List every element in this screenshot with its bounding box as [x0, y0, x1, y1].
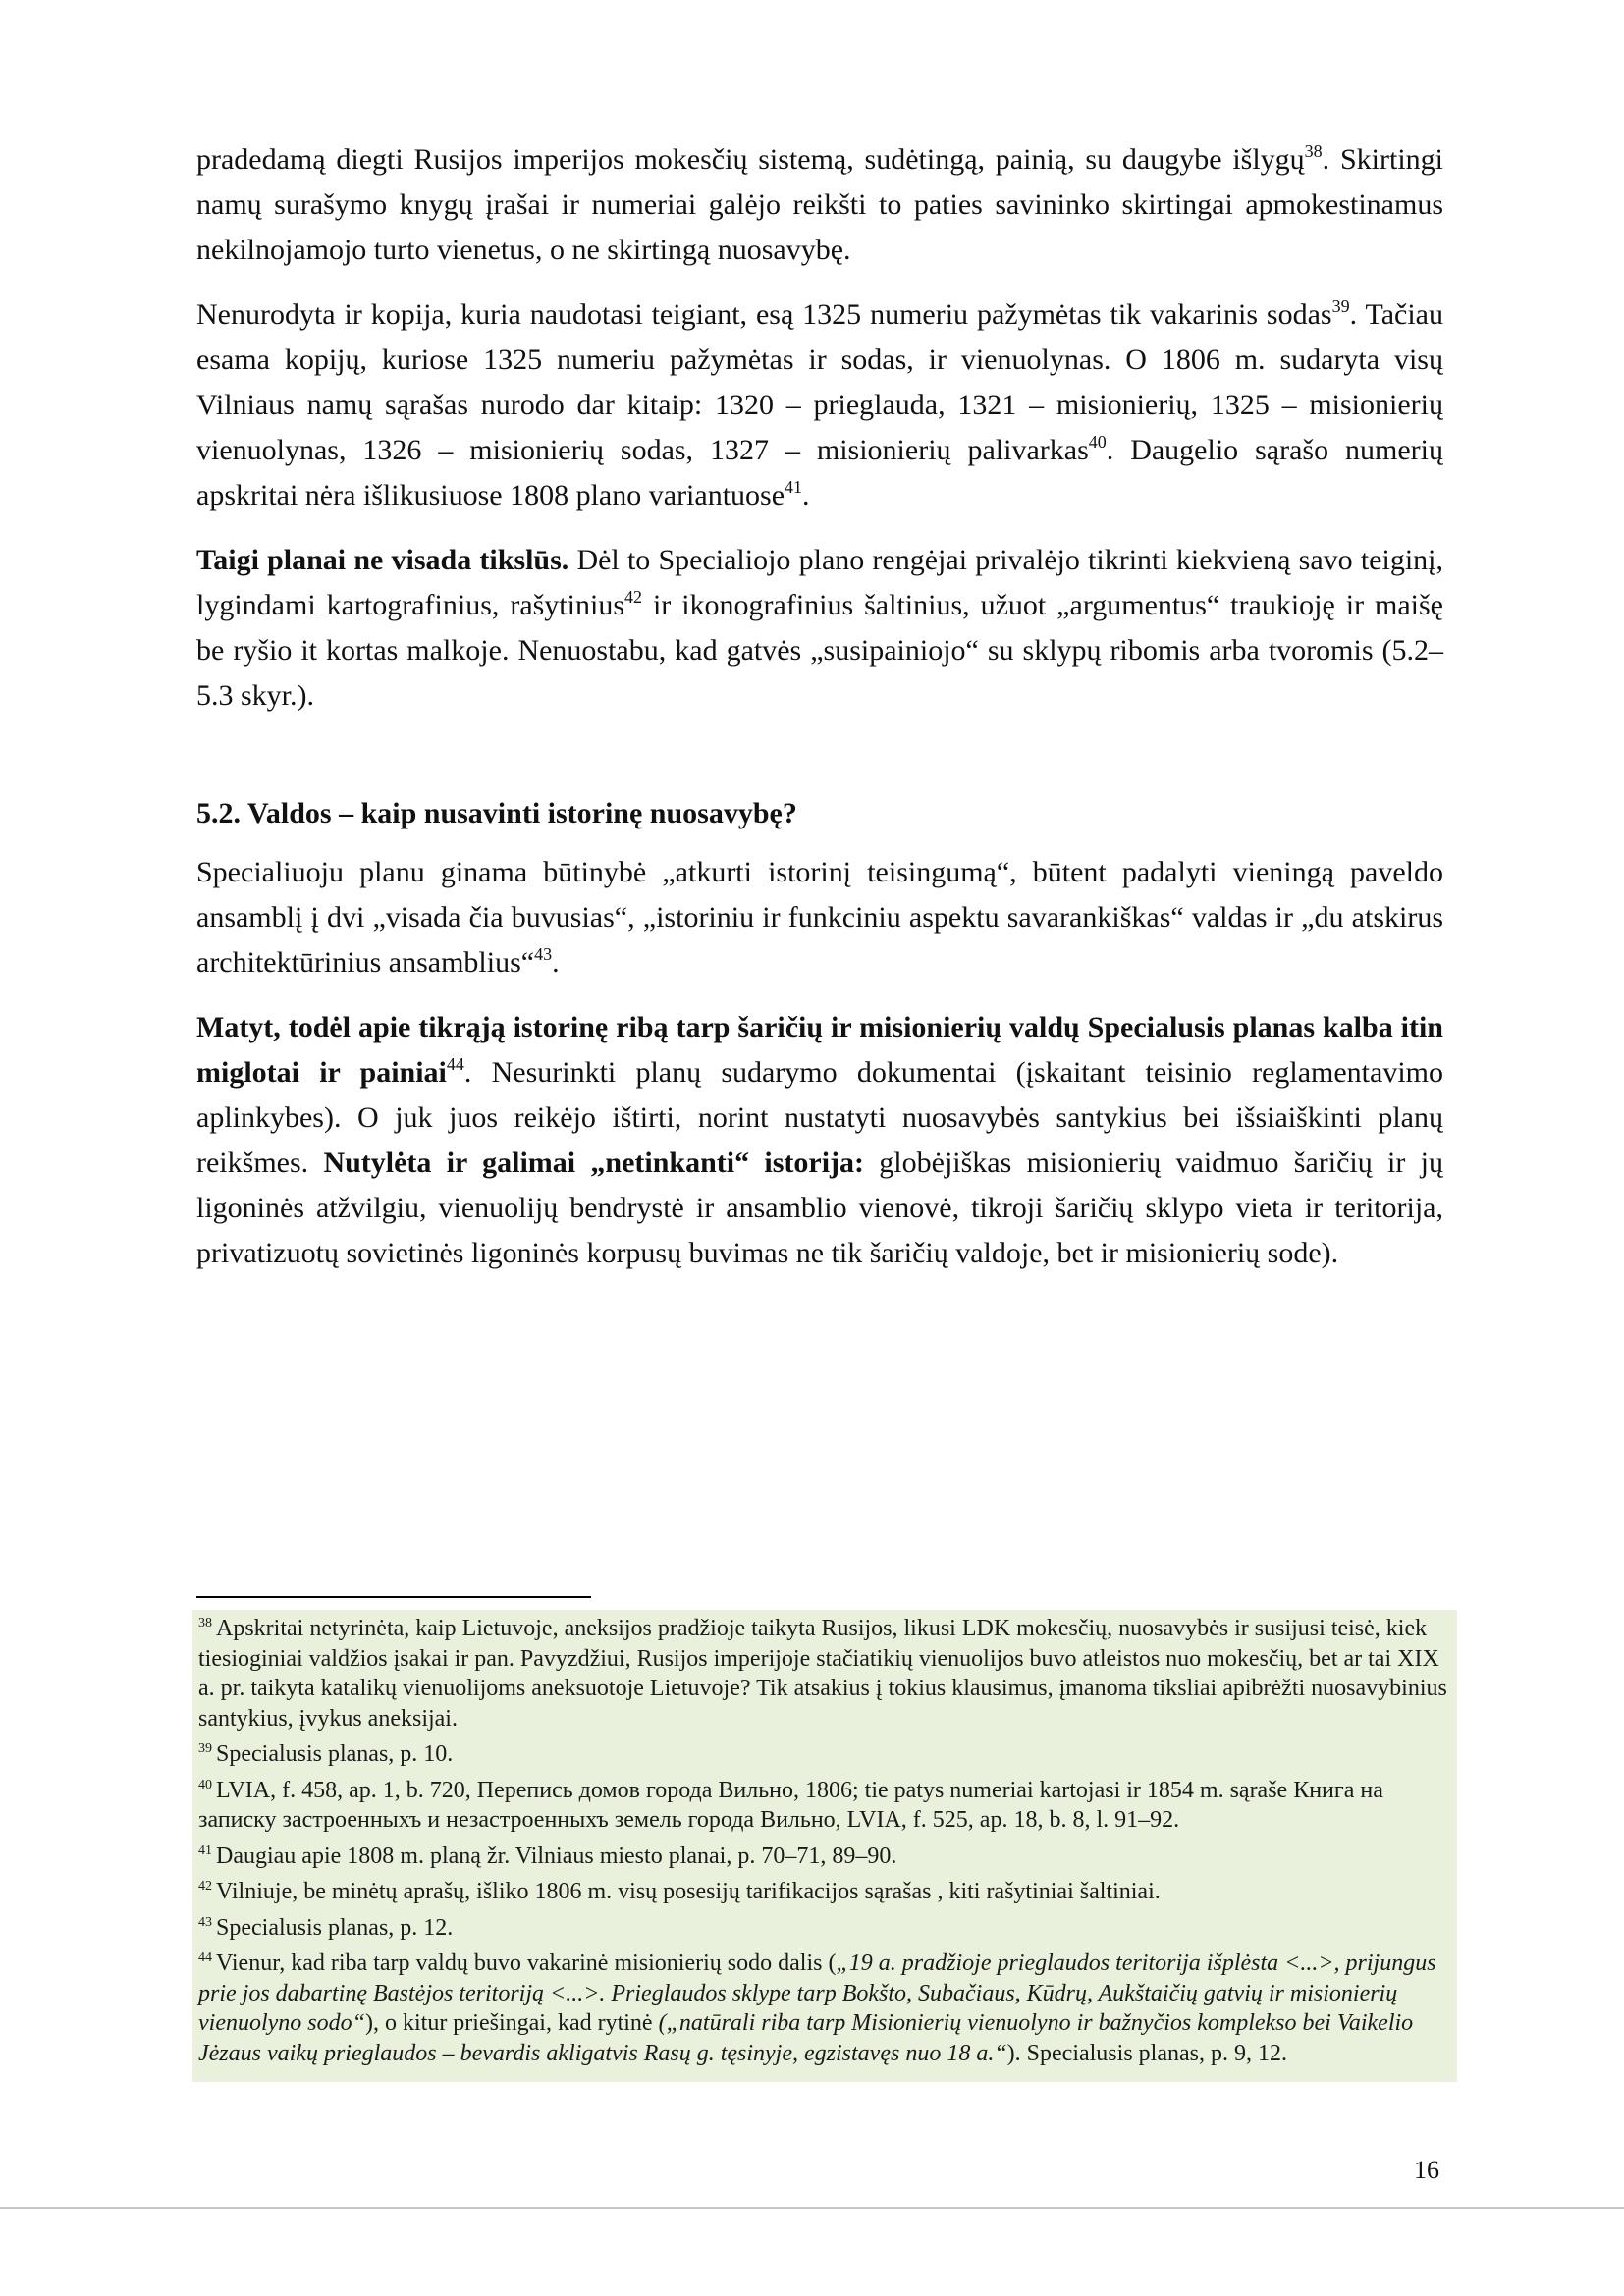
text-span: . Skirtingi namų surašymo knygų įrašai ir numeriai galėjo reikšti to paties savininko skirtingai apmokestinamus nekilnojamojo turto vienetus, o ne skirtingą nuosavybę.: [196, 143, 1443, 266]
text-span: . Daugelio sąrašo numerių apskritai nėra išlikusiuose 1808 plano variantuose: [196, 434, 1443, 511]
footnote-text: Specialusis planas, p. 10.: [216, 1741, 454, 1767]
footnote-text: Specialusis planas, p. 12.: [216, 1914, 454, 1941]
text-span: pradedamą diegti Rusijos imperijos mokesčių sistemą, sudėtingą, painią, su daugybe išlygų: [196, 143, 1305, 176]
footnote-40: [198, 1776, 1451, 1836]
footnote-39: [198, 1739, 1451, 1770]
footnote-41: [198, 1842, 1451, 1872]
main-text: [196, 137, 1443, 1296]
footnote-ref[interactable]: 43: [534, 944, 553, 964]
paragraph-2: [196, 293, 1443, 518]
footnote-text: ). Specialusis planas, p. 9, 12.: [1006, 2040, 1287, 2066]
footnote-quote: „19 a. pradžioje prieglaudos teritorija išplėsta <...>, prijungus prie jos dabartinę Bastėjos teritoriją <...>. Prieglaudos sklype tarp Bokšto, Subačiaus, Kūdrų, Aukštaičių gatvių ir misionierių vienuolyno sodo“: [198, 1950, 1436, 2036]
text-span: Dėl to Specialiojo plano rengėjai privalėjo tikrinti kiekvieną savo teiginį, lygindami kartografinius, rašytinius: [196, 544, 1443, 621]
footnote-number: 42: [198, 1879, 212, 1894]
page-number: 16: [1414, 2156, 1439, 2184]
bold-phrase: Nutylėta ir galimai „netinkanti“ istorija:: [323, 1147, 865, 1179]
page-bottom-divider: [0, 2207, 1624, 2209]
section-heading: 5.2. Valdos – kaip nusavinti istorinę nuosavybę?: [196, 797, 797, 829]
footnote-number: 44: [198, 1950, 212, 1965]
footnote-text: Vilniuje, be minėtų aprašų, išliko 1806 m. visų posesijų tarifikacijos sąrašas , kiti rašytiniai šaltiniai.: [216, 1879, 1161, 1904]
text-span: .: [552, 946, 560, 979]
footnote-ref[interactable]: 39: [1331, 296, 1350, 316]
footnotes: [192, 1610, 1457, 2082]
text-span: ir ikonografinius šaltinius, užuot „argumentus“ traukioję ir maišę be ryšio it kortas malkoje. Nenuostabu, kad gatvės „susipainiojo“ su sklypų ribomis arba tvoromis (5.2–5.3 skyr.).: [196, 589, 1443, 712]
paragraph-4: [196, 850, 1443, 986]
text-span: globėjiškas misionierių vaidmuo šaričių ir jų ligoninės atžvilgiu, vienuolijų bendrystė ir ansamblio vienovė, tikroji šaričių sklypo vieta ir teritorija, privatizuotų sovietinės ligoninės korpusų buvimas ne tik šaričių valdoje, bet ir misionierių sode).: [196, 1147, 1443, 1269]
footnote-text: Daugiau apie 1808 m. planą žr. Vilniaus miesto planai, p. 70–71, 89–90.: [216, 1842, 897, 1869]
bold-lead: Taigi planai ne visada tikslūs.: [196, 544, 569, 576]
footnote-44: [198, 1949, 1451, 2068]
footnote-ref[interactable]: 38: [1304, 141, 1323, 161]
footnote-number: 41: [198, 1842, 212, 1858]
footnote-ref[interactable]: 42: [624, 587, 642, 607]
text-span: . Nesurinkti planų sudarymo dokumentai (įskaitant teisinio reglamentavimo aplinkybes). O juk juos reikėjo ištirti, norint nustatyti nuosavybės santykius bei išsiaiškinti planų reikšmes.: [196, 1056, 1443, 1179]
footnote-42: [198, 1877, 1451, 1907]
text-span: Nenurodyta ir kopija, kuria naudotasi teigiant, esą 1325 numeriu pažymėtas tik vakarinis sodas: [196, 298, 1332, 331]
footnote-38: [198, 1614, 1451, 1734]
footnote-text: Apskritai netyrinėta, kaip Lietuvoje, aneksijos pradžioje taikyta Rusijos, likusi LDK mokesčių, nuosavybės ir susijusi teisė, kiek tiesioginiai valdžios įsakai ir pan. Pavyzdžiui, Rusijos imperijoje stačiatikių vienuolijos buvo atleistos nuo mokesčių, bet ar tai XIX a. pr. taikyta katalikų vienuolijoms aneksuotoje Lietuvoje? Tik atsakius į tokius klausimus, įmanoma tiksliai apibrėžti nuosavybinius santykius, įvykus aneksijai.: [198, 1616, 1447, 1732]
paragraph-1: [196, 137, 1443, 273]
text-span: . Tačiau esama kopijų, kuriose 1325 numeriu pažymėtas ir sodas, ir vienuolynas. O 1806 m. sudaryta visų Vilniaus namų sąrašas nurodo dar kitaip: 1320 – prieglauda, 1321 – misionierių, 1325 – misionierių vienuolynas, 1326 – misionierių sodas, 1327 – misionierių palivarkas: [196, 298, 1443, 466]
footnote-text: LVIA, f. 458, ap. 1, b. 720, Перепись домов города Вильно, 1806; tie patys numeriai kartojasi ir 1854 m. sąraše Книга на записку застроенныхъ и незастроенныхъ земель города Вильно, LVIA, f. 525, ap. 18, b. 8, l. 91–92.: [198, 1777, 1383, 1833]
footnote-quote: („natūrali riba tarp Misionierių vienuolyno ir bažnyčios komplekso bei Vaikelio Jėzaus vaikų prieglaudos – bevardis akligatvis Rasų g. tęsinyje, egzistavęs nuo 18 a.“: [198, 2010, 1414, 2066]
footnote-separator: [196, 1596, 591, 1598]
footnote-number: 38: [198, 1616, 212, 1630]
paragraph-3: [196, 538, 1443, 719]
bold-lead: Matyt, todėl apie tikrąją istorinę ribą tarp šaričių ir misionierių valdų Specialusis planas kalba itin miglotai ir painiai: [196, 1011, 1443, 1089]
footnote-number: 43: [198, 1914, 212, 1930]
footnote-number: 39: [198, 1741, 212, 1756]
text-span: .: [802, 479, 810, 511]
footnote-ref[interactable]: 44: [446, 1054, 464, 1074]
text-span: Specialiuoju planu ginama būtinybė „atkurti istorinį teisingumą“, būtent padalyti vieningą paveldo ansamblį į dvi „visada čia buvusias“, „istoriniu ir funkciniu aspektu savarankiškas“ valdas ir „du atskirus architektūrinius ansamblius“: [196, 856, 1443, 979]
footnote-43: [198, 1913, 1451, 1944]
footnote-text: ), o kitur priešingai, kad rytinė: [364, 2010, 659, 2036]
footnote-text: Vienur, kad riba tarp valdų buvo vakarinė misionierių sodo dalis (: [216, 1950, 837, 1976]
footnote-ref[interactable]: 40: [1088, 432, 1107, 452]
paragraph-5: [196, 1005, 1443, 1276]
footnote-number: 40: [198, 1777, 212, 1792]
footnote-ref[interactable]: 41: [785, 477, 803, 497]
